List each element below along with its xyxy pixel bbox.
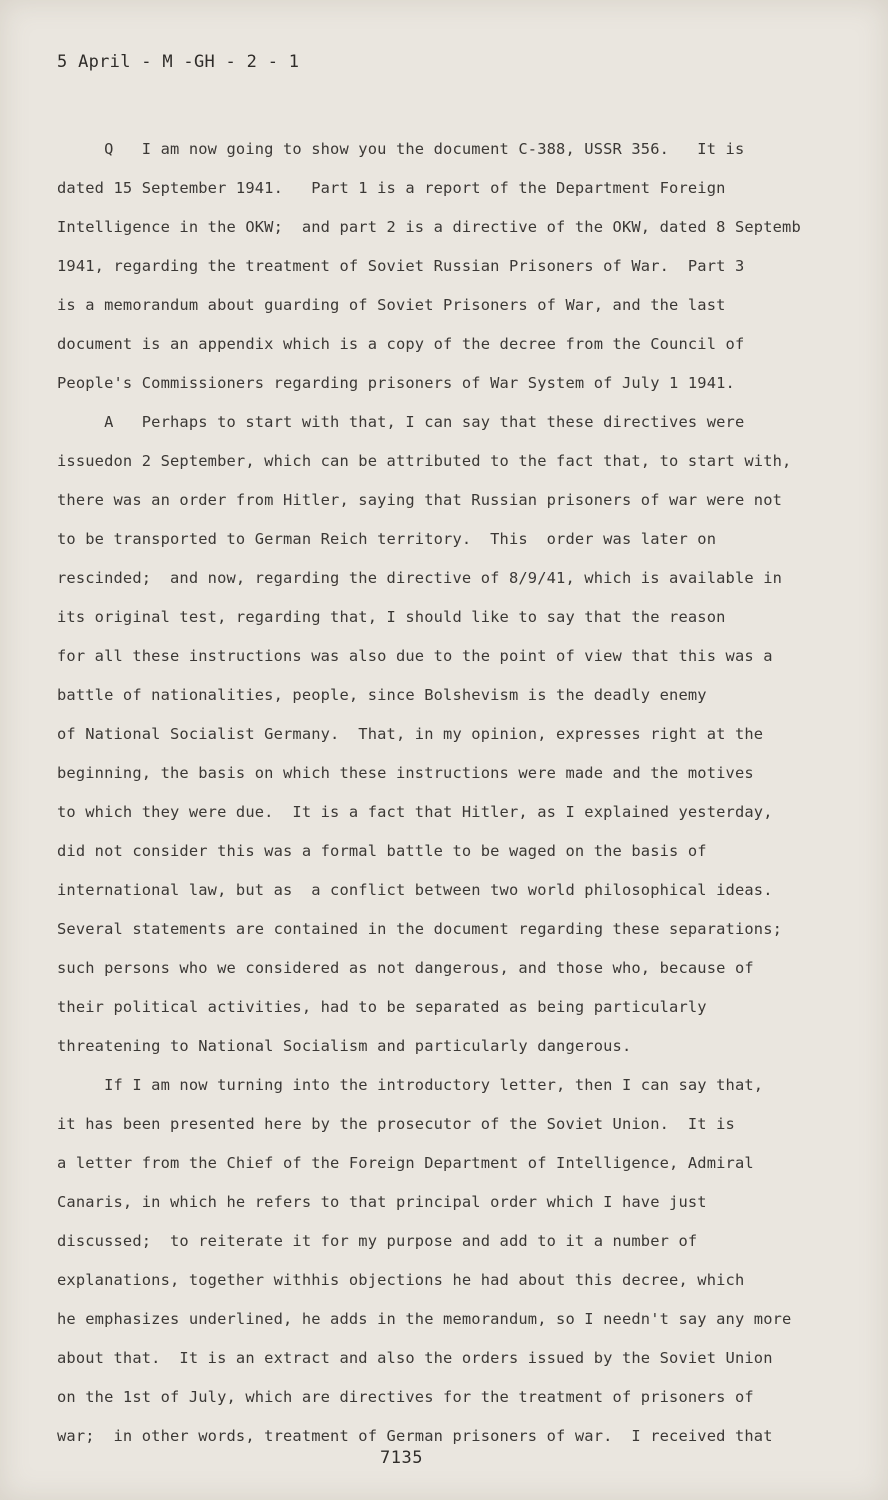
transcript-line: Several statements are contained in the document regarding these separations; [57, 920, 783, 938]
transcript-line: People's Commissioners regarding prisoners of War System of July 1 1941. [57, 374, 735, 392]
transcript-line: is a memorandum about guarding of Soviet Prisoners of War, and the last [57, 296, 726, 314]
transcript-line: there was an order from Hitler, saying that Russian prisoners of war were not [57, 491, 783, 509]
transcript-line: of National Socialist Germany. That, in my opinion, expresses right at the [57, 725, 764, 743]
transcript-line: beginning, the basis on which these instructions were made and the motives [57, 764, 754, 782]
transcript-line: Q I am now going to show you the document C-388, USSR 356. It is [57, 140, 745, 158]
transcript-line: for all these instructions was also due to the point of view that this was a [57, 647, 773, 665]
transcript-line: on the 1st of July, which are directives for the treatment of prisoners of [57, 1388, 754, 1406]
typed-transcript-body [57, 130, 887, 1456]
transcript-line: it has been presented here by the prosecutor of the Soviet Union. It is [57, 1115, 735, 1133]
transcript-line: Intelligence in the OKW; and part 2 is a directive of the OKW, dated 8 Septemb [57, 218, 801, 236]
transcript-line: discussed; to reiterate it for my purpose and add to it a number of [57, 1232, 698, 1250]
transcript-line: international law, but as a conflict between two world philosophical ideas. [57, 881, 773, 899]
transcript-line: he emphasizes underlined, he adds in the memorandum, so I needn't say any more [57, 1310, 792, 1328]
page-header-id: 5 April - M -GH - 2 - 1 [57, 52, 300, 72]
transcript-line: about that. It is an extract and also the orders issued by the Soviet Union [57, 1349, 773, 1367]
transcript-line: issuedon 2 September, which can be attributed to the fact that, to start with, [57, 452, 792, 470]
transcript-line: 1941, regarding the treatment of Soviet Russian Prisoners of War. Part 3 [57, 257, 745, 275]
transcript-line: If I am now turning into the introductory letter, then I can say that, [57, 1076, 764, 1094]
transcript-line: to which they were due. It is a fact that Hitler, as I explained yesterday, [57, 803, 773, 821]
transcript-line: did not consider this was a formal battle to be waged on the basis of [57, 842, 707, 860]
transcript-line: to be transported to German Reich territory. This order was later on [57, 530, 717, 548]
transcript-line: battle of nationalities, people, since Bolshevism is the deadly enemy [57, 686, 707, 704]
transcript-line: a letter from the Chief of the Foreign Department of Intelligence, Admiral [57, 1154, 754, 1172]
transcript-line: its original test, regarding that, I should like to say that the reason [57, 608, 726, 626]
transcript-line: rescinded; and now, regarding the directive of 8/9/41, which is available in [57, 569, 783, 587]
transcript-line: explanations, together withhis objections he had about this decree, which [57, 1271, 745, 1289]
transcript-line: A Perhaps to start with that, I can say that these directives were [57, 413, 745, 431]
transcript-line: dated 15 September 1941. Part 1 is a report of the Department Foreign [57, 179, 726, 197]
transcript-line: war; in other words, treatment of German prisoners of war. I received that [57, 1427, 773, 1445]
transcript-line: Canaris, in which he refers to that principal order which I have just [57, 1193, 707, 1211]
transcript-line: such persons who we considered as not dangerous, and those who, because of [57, 959, 754, 977]
transcript-line: threatening to National Socialism and particularly dangerous. [57, 1037, 632, 1055]
page-number: 7135 [380, 1448, 423, 1468]
transcript-line: their political activities, had to be separated as being particularly [57, 998, 707, 1016]
transcript-line: document is an appendix which is a copy of the decree from the Council of [57, 335, 745, 353]
